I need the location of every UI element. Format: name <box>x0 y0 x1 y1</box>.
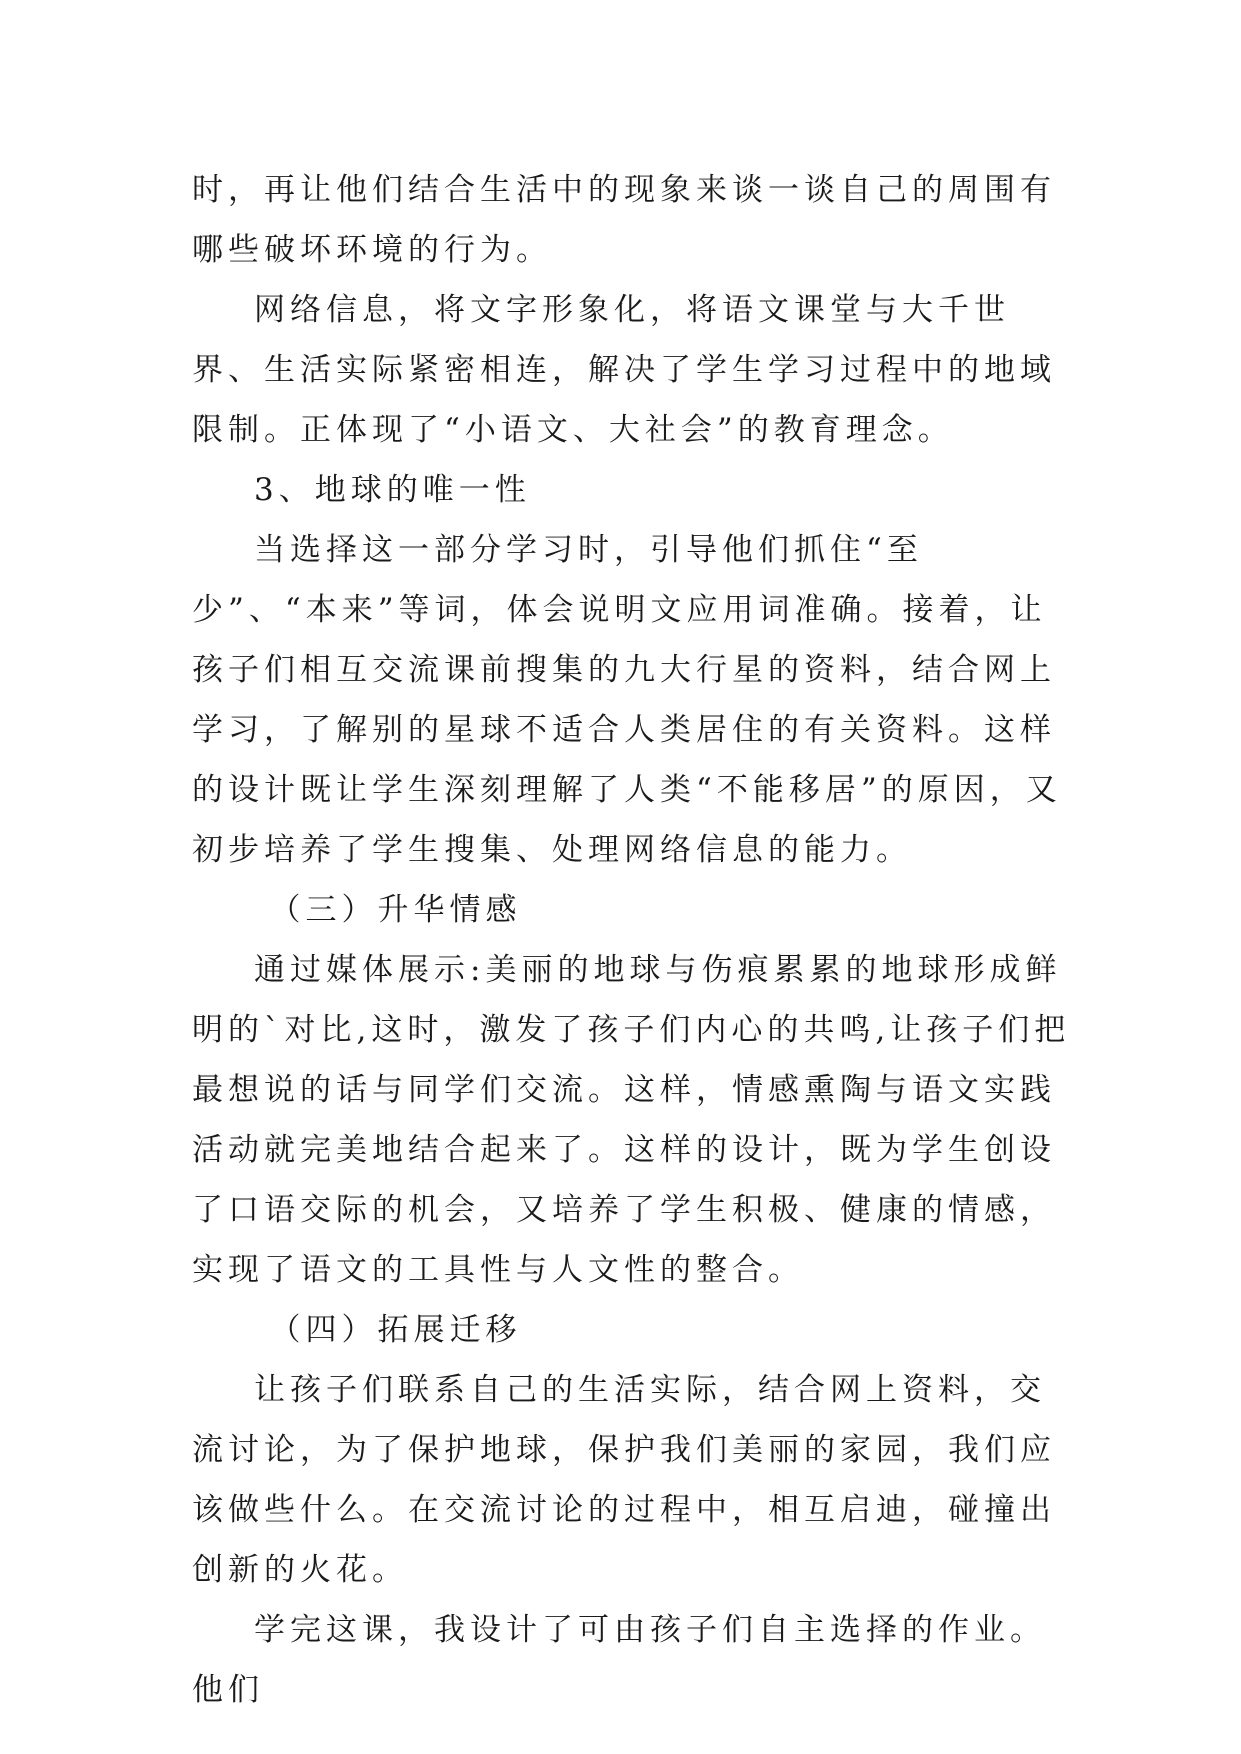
paragraph-emotion: 通过媒体展示:美丽的地球与伤痕累累的地球形成鲜明的`对比,这时，激发了孩子们内心的共鸣,让孩子们把最想说的话与同学们交流。这样，情感熏陶与语文实践活动就完美地结合起来了。这样的设计，既为学生创设了口语交际的机会，又培养了学生积极、健康的情感，实现了语文的工具性与人文性的整合。 <box>192 952 1071 1288</box>
paragraph-network-info: 网络信息，将文字形象化，将语文课堂与大千世界、生活实际紧密相连，解决了学生学习过程中的地域限制。正体现了“小语文、大社会”的教育理念。 <box>192 292 1056 448</box>
paragraph-continuation: 时，再让他们结合生活中的现象来谈一谈自己的周围有哪些破坏环境的行为。 <box>192 172 1056 268</box>
body-text <box>192 160 1072 1720</box>
paragraph-uniqueness: 当选择这一部分学习时，引导他们抓住“至少”、“本来”等词，体会说明文应用词准确。接着，让孩子们相互交流课前搜集的九大行星的资料，结合网上学习，了解别的星球不适合人类居住的有关资料。这样的设计既让学生深刻理解了人类“不能移居”的原因，又初步培养了学生搜集、处理网络信息的能力。 <box>192 532 1062 868</box>
section-heading-emotion: （三）升华情感 <box>269 892 522 928</box>
paragraph-homework: 学完这课，我设计了可由孩子们自主选择的作业。他们 <box>192 1612 1046 1708</box>
section-heading-extension: （四）拓展迁移 <box>269 1312 522 1348</box>
section-heading-uniqueness: 3、地球的唯一性 <box>254 472 531 508</box>
paragraph-extension: 让孩子们联系自己的生活实际，结合网上资料，交流讨论，为了保护地球，保护我们美丽的家园，我们应该做些什么。在交流讨论的过程中，相互启迪，碰撞出创新的火花。 <box>192 1372 1056 1588</box>
